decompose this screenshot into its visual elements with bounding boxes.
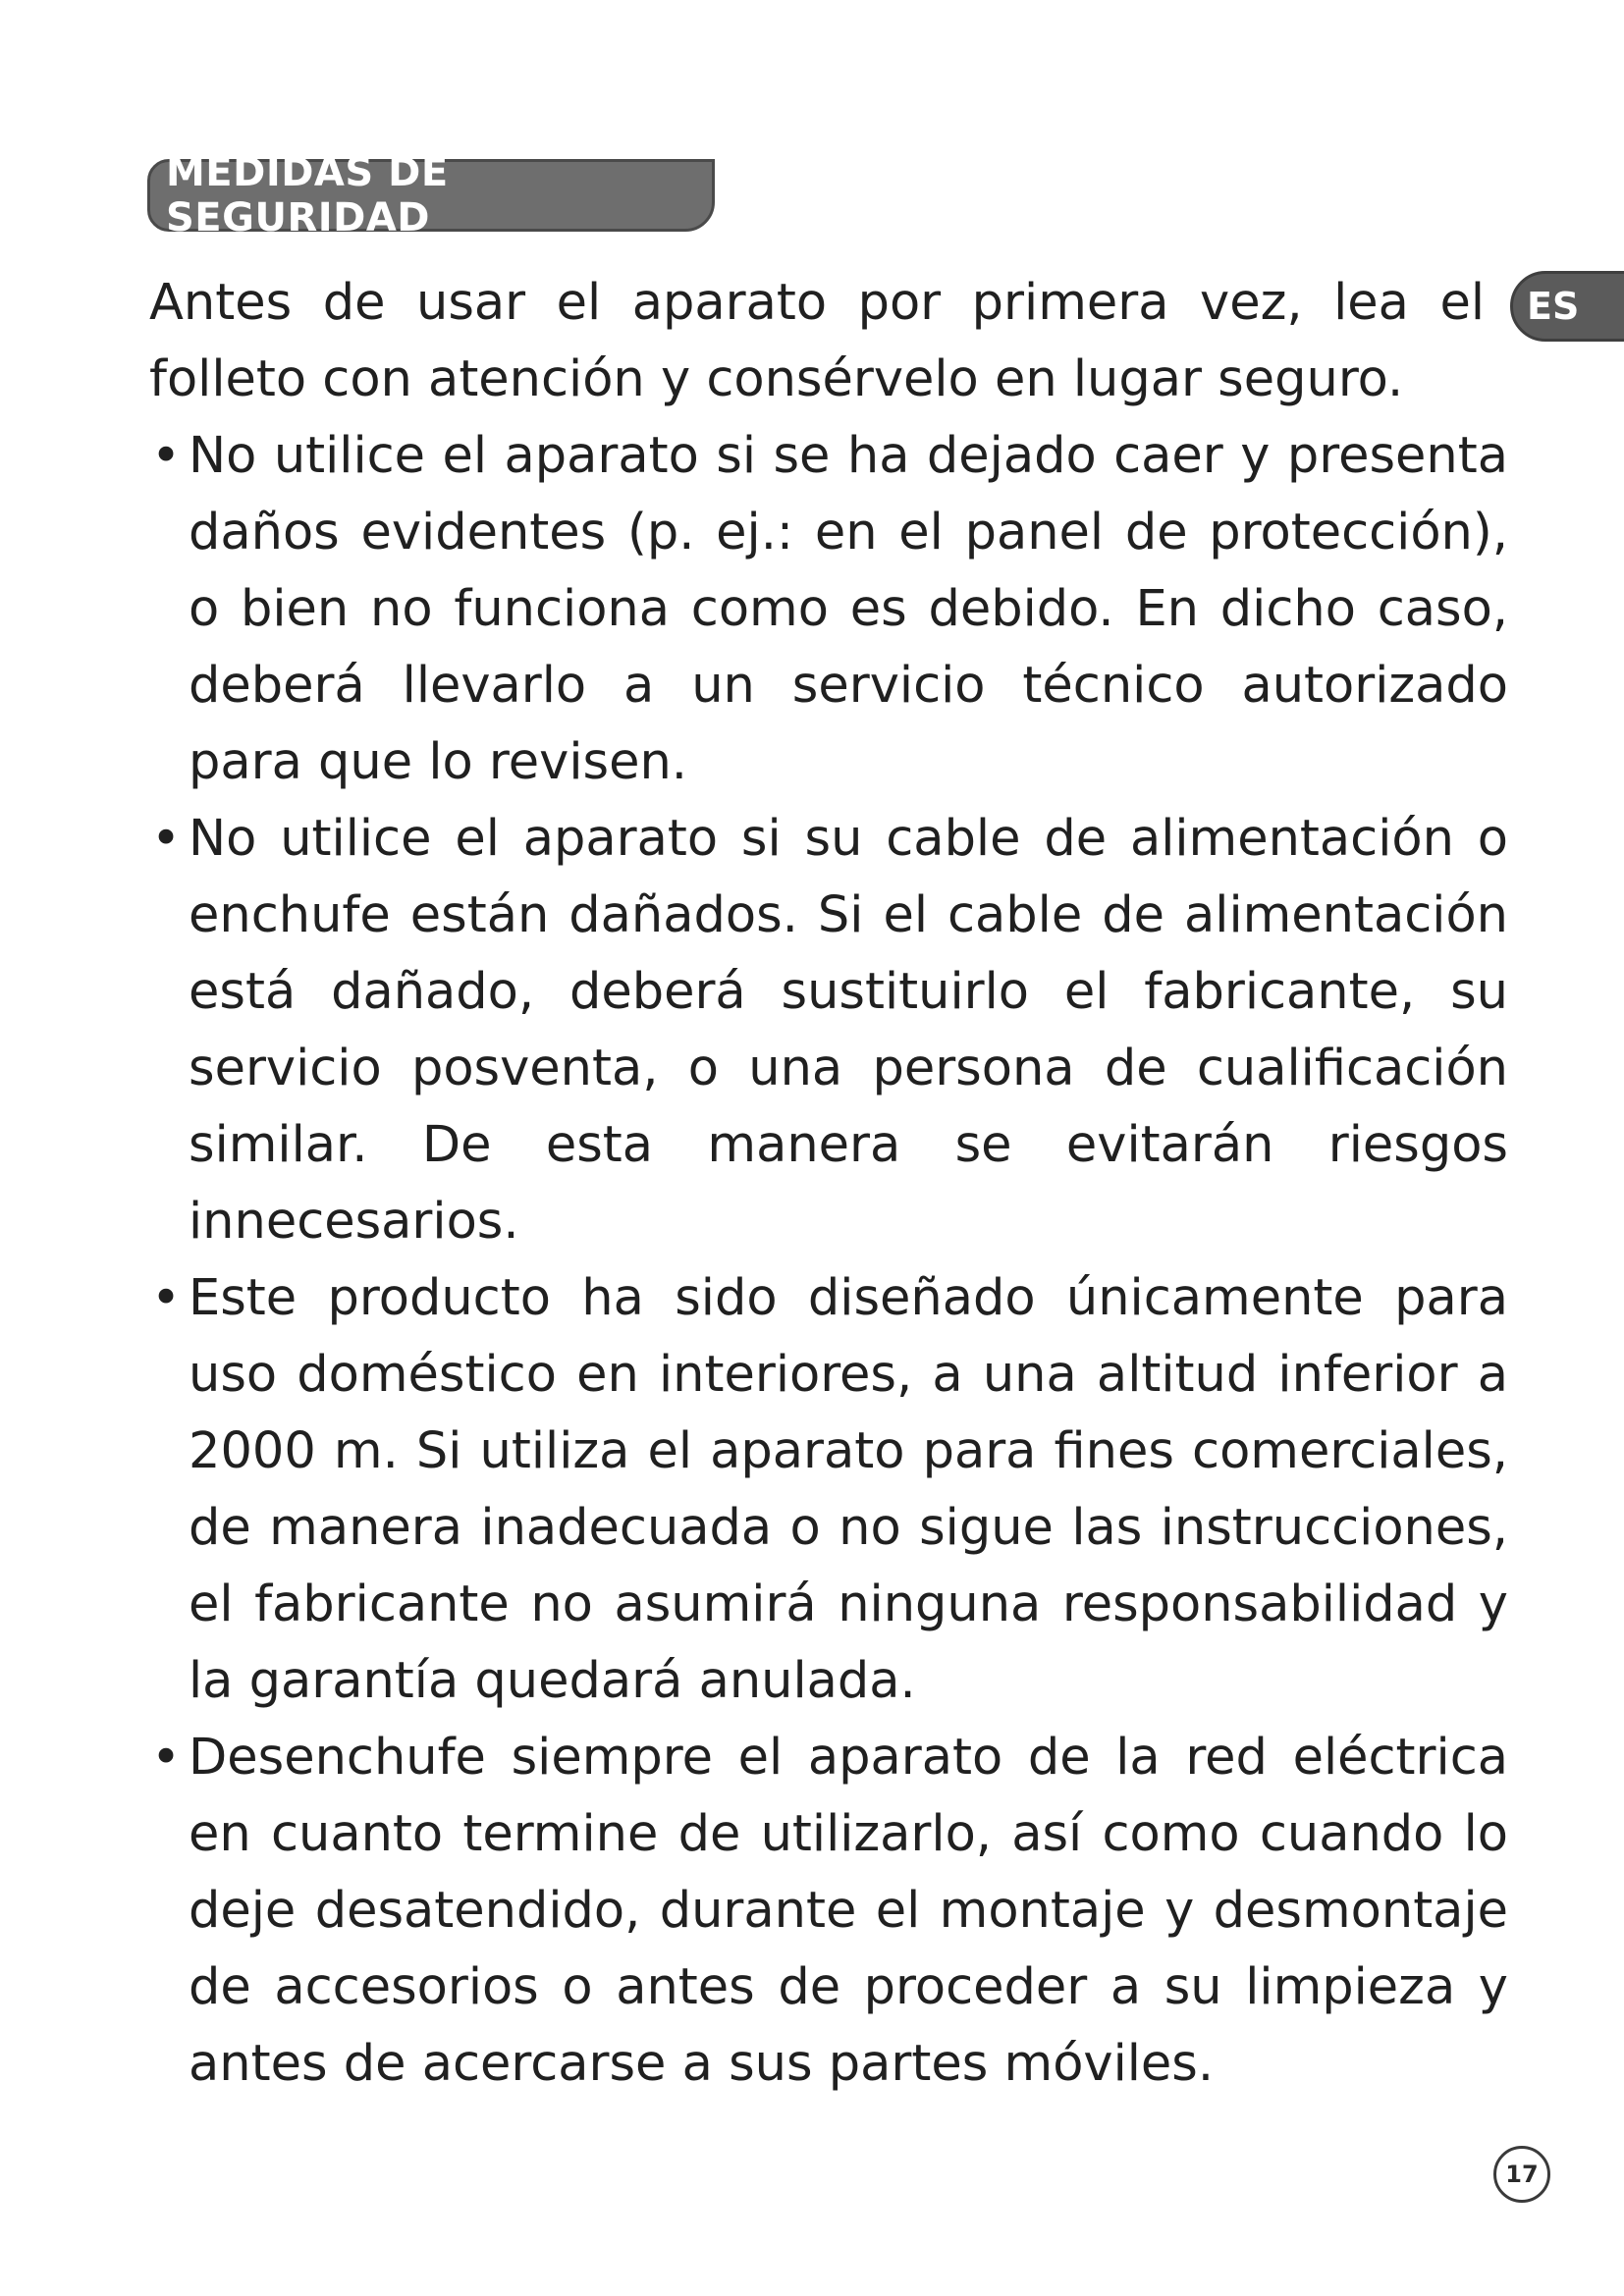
section-title: MEDIDAS DE SEGURIDAD xyxy=(147,159,715,232)
safety-list xyxy=(149,418,1508,2103)
list-item xyxy=(149,801,1508,1260)
language-tab: ES xyxy=(1510,271,1624,342)
list-item xyxy=(149,1260,1508,1720)
page-number: 17 xyxy=(1493,2146,1550,2203)
bullet-icon: • xyxy=(151,810,182,868)
bullet-icon: • xyxy=(151,427,182,485)
list-item xyxy=(149,1720,1508,2103)
safety-content xyxy=(149,265,1508,2103)
list-item-text: No utilice el aparato si su cable de alimentación o enchufe están dañados. Si el cable de alimentación está dañado, deberá sustituirlo el fabricante, su servicio posventa, o una persona de cualificación similar. De esta manera se evitarán riesgos innecesarios. xyxy=(189,810,1508,1251)
list-item-text: Desenchufe siempre el aparato de la red eléctrica en cuanto termine de utilizarlo, así como cuando lo deje desatendido, durante el montaje y desmontaje de accesorios o antes de proceder a su limpieza y antes de acercarse a sus partes móviles. xyxy=(189,1729,1508,2093)
bullet-icon: • xyxy=(151,1269,182,1327)
list-item xyxy=(149,418,1508,801)
bullet-icon: • xyxy=(151,1729,182,1787)
intro-paragraph: Antes de usar el aparato por primera vez, lea el folleto con atención y consérvelo en lugar seguro. xyxy=(149,274,1485,408)
list-item-text: No utilice el aparato si se ha dejado caer y presenta daños evidentes (p. ej.: en el panel de protección), o bien no funciona como es debido. En dicho caso, deberá llevarlo a un servicio técnico autorizado para que lo revisen. xyxy=(189,427,1508,791)
list-item-text: Este producto ha sido diseñado únicamente para uso doméstico en interiores, a una altitud inferior a 2000 m. Si utiliza el aparato para fines comerciales, de manera inadecuada o no sigue las instrucciones, el fabricante no asumirá ninguna responsabilidad y la garantía quedará anulada. xyxy=(189,1269,1508,1710)
